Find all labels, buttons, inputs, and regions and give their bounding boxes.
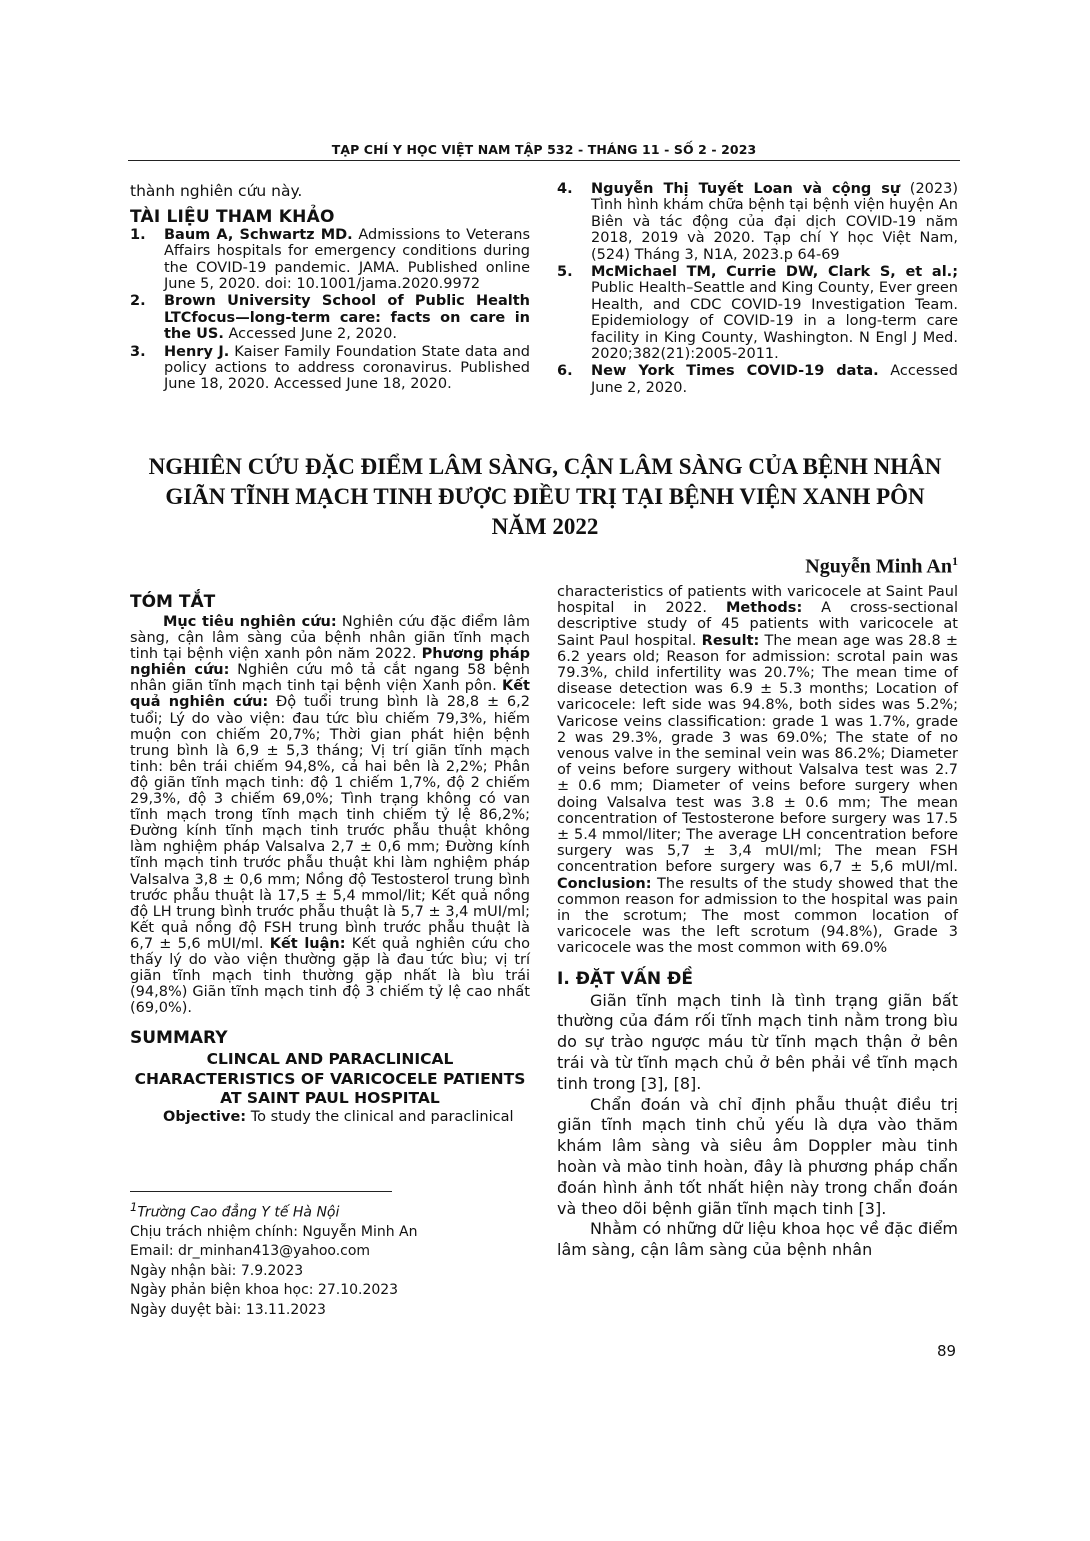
article-title: NGHIÊN CỨU ĐẶC ĐIỂM LÂM SÀNG, CẬN LÂM SÀNG CỦA BỆNH NHÂN GIÃN TĨNH MẠCH TINH ĐƯỢC ĐIỀU TRỊ TẠI BỆNH VIỆN XANH PÔN NĂM 2022 xyxy=(148,454,942,539)
abstract-heading: TÓM TẮT xyxy=(130,592,216,612)
footnote-affiliation xyxy=(130,1198,530,1223)
reference-text: Admissions to Veterans Affairs hospitals for emergency conditions during the COVID-19 pandemic. JAMA. Published online June 5, 2020. doi: 10.1001/jama.2020.9972 xyxy=(164,226,530,293)
abstract-methods-text: Nghiên cứu mô tả cắt ngang 58 bệnh nhân giãn tĩnh mạch tinh tại bệnh viện Xanh pôn. xyxy=(130,662,530,695)
references-list-right xyxy=(557,181,958,396)
reference-number: 4. xyxy=(557,181,573,197)
reference-text: Public Health–Seattle and King County, Ever green Health, and CDC COVID-19 Investigation Team. Epidemiology of COVID-19 in a long-term care facility in King County, Washington. N Engl J Med. 2020;382(21):2005-2011. xyxy=(591,280,958,363)
intro-heading: I. ĐẶT VẤN ĐỀ xyxy=(557,968,693,989)
page-number: 89 xyxy=(937,1342,957,1360)
reference-text: Accessed June 2, 2020. xyxy=(591,363,958,396)
summary-text-continued xyxy=(557,584,958,957)
abstract-objective-text: Nghiên cứu đặc điểm lâm sàng, cận lâm sàng của bệnh nhân giãn tĩnh mạch tinh tại bệnh viện xanh pôn năm 2022. xyxy=(130,614,530,663)
reference-authors: Nguyễn Thị Tuyết Loan và cộng sự xyxy=(591,181,901,197)
continuation-text: thành nghiên cứu này. xyxy=(130,182,303,200)
intro-paragraph: Nhằm có những dữ liệu khoa học về đặc điểm lâm sàng, cận lâm sàng của bệnh nhân xyxy=(557,1219,958,1260)
summary-label-conclusion: Conclusion: xyxy=(557,875,652,892)
summary-objective-cont: characteristics of patients with varicocele at Saint Paul hospital in 2022. xyxy=(557,584,958,617)
reference-number: 3. xyxy=(130,343,146,360)
footnote-received: Ngày nhận bài: 7.9.2023 xyxy=(130,1262,304,1279)
summary-heading: SUMMARY xyxy=(130,1028,228,1049)
reference-item xyxy=(557,264,958,362)
affiliation-text: Trường Cao đẳng Y tế Hà Nội xyxy=(137,1204,340,1221)
reference-authors: Baum A, Schwartz MD. xyxy=(164,226,353,243)
summary-text-start xyxy=(130,1109,530,1125)
reference-authors: Henry J. xyxy=(164,343,230,360)
reference-authors: New York Times COVID-19 data. xyxy=(591,363,879,380)
summary-objective-text: To study the clinical and paraclinical xyxy=(246,1108,514,1125)
running-head: TẠP CHÍ Y HỌC VIỆT NAM TẬP 532 - THÁNG 11 - SỐ 2 - 2023 xyxy=(331,142,757,157)
footnote xyxy=(130,1198,530,1320)
footnote-reviewed: Ngày phản biện khoa học: 27.10.2023 xyxy=(130,1282,399,1299)
references-heading: TÀI LIỆU THAM KHẢO xyxy=(130,207,335,228)
references-right-column xyxy=(557,181,958,397)
reference-authors: Brown University School of Public Health LTCfocus—long-term care: facts on care in the US. xyxy=(164,293,530,343)
references-list-left xyxy=(130,227,530,393)
footnote-accepted: Ngày duyệt bài: 13.11.2023 xyxy=(130,1301,326,1318)
summary-conclusion-text: The results of the study showed that the common reason for admission to the hospital was pain in the scrotum; The most common location of varicocele was the left scrotum (94.8%), Grade 3 varicocele was the most common with 69.0% xyxy=(557,875,958,957)
reference-number: 2. xyxy=(130,293,146,310)
abstract-left-column xyxy=(130,592,530,1125)
footnote-mark: 1 xyxy=(130,1200,138,1214)
references-left-column xyxy=(130,183,530,394)
summary-label-objective: Objective: xyxy=(163,1108,247,1125)
author-name xyxy=(805,554,958,579)
reference-text: (2023) Tình hình khám chữa bệnh tại bệnh viện huyện An Biên và tác động của đại dịch COVID-19 năm 2018, 2019 và 2020. Tạp chí Y học Việt Nam, (524) Tháng 3, N1A, 2023.p 64-69 xyxy=(591,181,959,263)
abstract-label-results: Kết quả nghiên cứu: xyxy=(130,678,530,711)
summary-result-text: The mean age was 28.8 ± 6.2 years old; Reason for admission: scrotal pain was 79.3%, child infertility was 20.7%; The mean time of disease detection was 6.9 ± 5.3 months; Location of varicocele: left side was 94.8%, both sides was 5.2%; Varicose veins classification: grade 1 was 1.7%, grade 2 was 29.3%, grade 3 was 69.0%; The state of no venous valve in the seminal vein was 86.2%; Diameter of veins before surgery without Valsalva test was 2.7 ± 0.6 mm; Diameter of veins before surgery when doing Valsalva test was 3.8 ± 0.6 mm; The mean concentration of Testosterone before surgery was 17.5 ± 5.4 mmol/liter; The average LH concentration before surgery was 5,7 ± 3,4 mUI/ml; The mean FSH concentration before surgery was 6,7 ± 5,6 mUI/ml. xyxy=(557,632,958,876)
summary-label-methods: Methods: xyxy=(725,600,803,617)
summary-methods-text: A cross-sectional descriptive study of 45 patients with varicocele at Saint Paul hospital. xyxy=(557,600,958,649)
abstract-label-methods: Phương pháp nghiên cứu: xyxy=(130,646,530,679)
reference-number: 1. xyxy=(130,226,146,243)
reference-text: Accessed June 2, 2020. xyxy=(223,326,397,343)
reference-authors: McMichael TM, Currie DW, Clark S, et al.; xyxy=(591,264,958,281)
footnote-rule xyxy=(130,1191,392,1192)
intro-paragraph: Giãn tĩnh mạch tinh là tình trạng giãn bất thường của đám rối tĩnh mạch tinh nằm trong bìu do sự trào ngược máu từ tĩnh mạch thận ở bên trái và từ tĩnh mạch chủ ở bên phải về tĩnh mạch tinh trong [3], [8]. xyxy=(557,990,958,1093)
abstract-conclusion-text: Kết quả nghiên cứu cho thấy lý do vào viện thường gặp là đau tức bìu; vị trí giãn tĩnh mạch tinh thường gặp nhất là bìu trái (94,8%) Giãn tĩnh mạch tinh độ 3 chiếm tỷ lệ cao nhất (69,0%). xyxy=(130,935,531,1017)
reference-item xyxy=(130,227,530,293)
reference-item xyxy=(130,293,530,342)
abstract-label-objective: Mục tiêu nghiên cứu: xyxy=(163,614,337,630)
intro-paragraph: Chẩn đoán và chỉ định phẫu thuật điều trị giãn tĩnh mạch tinh chủ yếu là dựa vào thăm khám lâm sàng và siêu âm Doppler màu tinh hoàn và mào tinh hoàn, đây là phương pháp chẩn đoán hình ảnh tốt nhất hiện này trong chẩn đoán và theo dõi bệnh giãn tĩnh mạch tinh [3]. xyxy=(557,1094,958,1218)
reference-item xyxy=(557,181,958,263)
footnote-email: Email: dr_minhan413@yahoo.com xyxy=(130,1243,371,1260)
abstract-vi-text xyxy=(130,614,530,1016)
author-affiliation-mark: 1 xyxy=(952,554,958,568)
author-text: Nguyễn Minh An xyxy=(805,555,952,578)
abstract-results-text: Độ tuổi trung bình là 28,8 ± 6,2 tuổi; Lý do vào viện: đau tức bìu chiếm 79,3%, hiếm muộn con chiếm 20,7%; Thời gian phát hiện bệnh trung bình là 6,9 ± 5,3 tháng; Vị trí giãn tĩnh mạch tinh: bên trái chiếm 94,8%, cả hai bên là 2,2%; Phân độ giãn tĩnh mạch tinh: độ 1 chiếm 1,7%, độ 2 chiếm 29,3%, độ 3 chiếm 69,0%; Tình trạng không có van tĩnh mạch trong tĩnh mạch tinh chiếm tỷ lệ 86,2%; Đường kính tĩnh mạch tinh trước phẫu thuật không làm nghiệm pháp Valsalva 2,7 ± 0,6 mm; Đường kính tĩnh mạch tinh trước phẫu thuật khi làm nghiệm pháp Valsalva 3,8 ± 0,6 mm; Nồng độ Testosterol trung bình trước phẫu thuật là 17,5 ± 5,4 mmol/lit; Kết quả nồng độ LH trung bình trước phẫu thuật là 5,7 ± 3,4 mUI/ml; Kết quả nồng độ FSH trung bình trước phẫu thuật là 6,7 ± 5,6 mUI/ml. xyxy=(130,694,530,952)
summary-title: CLINCAL AND PARACLINICAL CHARACTERISTICS OF VARICOCELE PATIENTS AT SAINT PAUL HOSPITAL xyxy=(134,1050,526,1108)
footnote-responsible: Chịu trách nhiệm chính: Nguyễn Minh An xyxy=(130,1224,418,1241)
abstract-label-conclusion: Kết luận: xyxy=(269,935,346,952)
abstract-right-column xyxy=(557,584,958,1261)
reference-item xyxy=(557,363,958,396)
reference-text: Kaiser Family Foundation State data and policy actions to address coronavirus. Published June 18, 2020. Accessed June 18, 2020. xyxy=(164,343,530,393)
reference-item xyxy=(130,344,530,393)
header-rule xyxy=(128,160,960,161)
summary-label-result: Result: xyxy=(701,632,760,649)
reference-number: 5. xyxy=(557,264,573,281)
reference-number: 6. xyxy=(557,363,573,380)
